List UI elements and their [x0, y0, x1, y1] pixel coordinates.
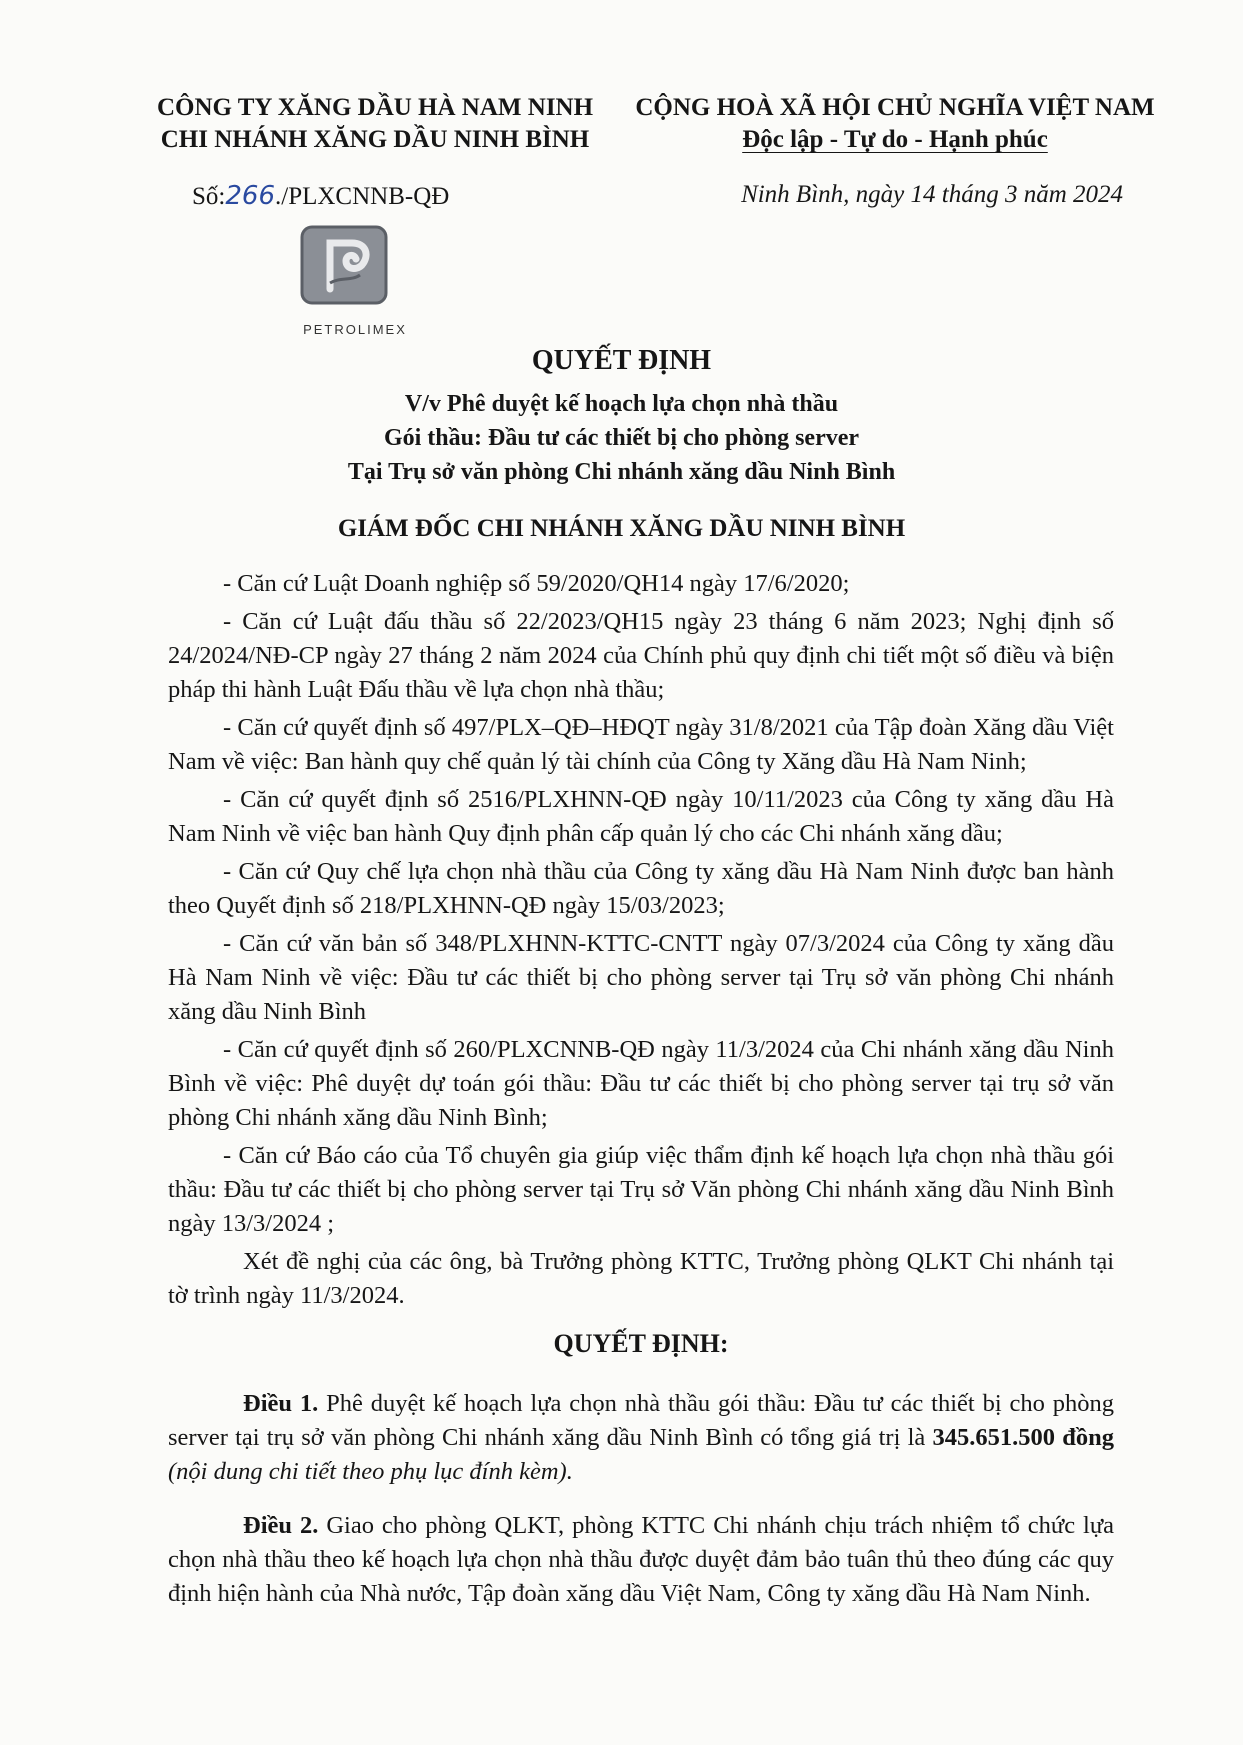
article-2-label: Điều 2. — [243, 1512, 319, 1539]
basis-8: - Căn cứ Báo cáo của Tổ chuyên gia giúp việc thẩm định kế hoạch lựa chọn nhà thầu gói thầu: Đầu tư các thiết bị cho phòng server tại Trụ sở Văn phòng Chi nhánh xăng dầu Ninh Bình ngày 13/3/2024 ; — [168, 1142, 1114, 1237]
document-body — [168, 567, 1114, 1631]
subject-line-2: Gói thầu: Đầu tư các thiết bị cho phòng server — [383, 425, 860, 451]
basis-7: - Căn cứ quyết định số 260/PLXCNNB-QĐ ngày 11/3/2024 của Chi nhánh xăng dầu Ninh Bình về việc: Phê duyệt dự toán gói thầu: Đầu tư các thiết bị cho phòng server tại trụ sở văn phòng Chi nhánh xăng dầu Ninh Bình; — [168, 1036, 1114, 1131]
logo-brand-text: PETROLIMEX — [303, 322, 407, 337]
national-motto: Độc lập - Tự do - Hạnh phúc — [742, 126, 1048, 153]
subject-line-1: V/v Phê duyệt kế hoạch lựa chọn nhà thầu — [404, 391, 839, 417]
article-2 — [168, 1509, 1114, 1611]
petrolimex-logo-icon — [300, 225, 388, 305]
article-1-label: Điều 1. — [243, 1390, 319, 1417]
article-1 — [168, 1387, 1114, 1489]
basis-1: - Căn cứ Luật Doanh nghiệp số 59/2020/QH14 ngày 17/6/2020; — [223, 570, 850, 597]
article-1-note: (nội dung chi tiết theo phụ lục đính kèm). — [168, 1458, 573, 1485]
document-number — [192, 181, 449, 211]
national-title: CỘNG HOÀ XÃ HỘI CHỦ NGHĨA VIỆT NAM — [635, 94, 1155, 121]
place-date: Ninh Bình, ngày 14 tháng 3 năm 2024 — [741, 181, 1123, 208]
issuing-authority: GIÁM ĐỐC CHI NHÁNH XĂNG DẦU NINH BÌNH — [337, 515, 906, 542]
basis-6: - Căn cứ văn bản số 348/PLXHNN-KTTC-CNTT ngày 07/3/2024 của Công ty xăng dầu Hà Nam Ninh về việc: Đầu tư các thiết bị cho phòng server tại Trụ sở văn phòng Chi nhánh xăng dầu Ninh Bình — [168, 930, 1114, 1025]
issuer-header — [145, 92, 605, 156]
doc-number-suffix: ./PLXCNNB-QĐ — [275, 183, 450, 210]
company-name: CÔNG TY XĂNG DẦU HÀ NAM NINH — [156, 94, 594, 121]
proposal-clause: Xét đề nghị của các ông, bà Trưởng phòng KTTC, Trưởng phòng QLKT Chi nhánh tại tờ trình ngày 11/3/2024. — [168, 1248, 1114, 1309]
decision-heading: QUYẾT ĐỊNH: — [553, 1329, 729, 1358]
doc-number-handwritten: 266 — [225, 181, 275, 211]
basis-3: - Căn cứ quyết định số 497/PLX–QĐ–HĐQT ngày 31/8/2021 của Tập đoàn Xăng dầu Việt Nam về việc: Ban hành quy chế quản lý tài chính của Công ty Xăng dầu Hà Nam Ninh; — [168, 714, 1114, 775]
document-subject — [0, 387, 1243, 489]
article-1-text: Phê duyệt kế hoạch lựa chọn nhà thầu gói thầu: Đầu tư các thiết bị cho phòng server tại trụ sở văn phòng Chi nhánh xăng dầu Ninh Bình có tổng giá trị là — [168, 1390, 1114, 1451]
basis-4: - Căn cứ quyết định số 2516/PLXHNN-QĐ ngày 10/11/2023 của Công ty xăng dầu Hà Nam Ninh về việc ban hành Quy định phân cấp quản lý cho các Chi nhánh xăng dầu; — [168, 786, 1114, 847]
national-header — [620, 92, 1170, 156]
doc-number-prefix: Số: — [192, 183, 226, 210]
document-title: QUYẾT ĐỊNH — [531, 345, 712, 376]
article-2-text: Giao cho phòng QLKT, phòng KTTC Chi nhánh chịu trách nhiệm tổ chức lựa chọn nhà thầu theo kế hoạch lựa chọn nhà thầu được duyệt đảm bảo tuân thủ theo đúng các quy định hiện hành của Nhà nước, Tập đoàn xăng dầu Việt Nam, Công ty xăng dầu Hà Nam Ninh. — [168, 1512, 1115, 1607]
petrolimex-logo — [300, 225, 410, 337]
article-1-amount: 345.651.500 đồng — [932, 1424, 1114, 1451]
basis-2: - Căn cứ Luật đấu thầu số 22/2023/QH15 ngày 23 tháng 6 năm 2023; Nghị định số 24/2024/NĐ-CP ngày 27 tháng 2 năm 2024 của Chính phủ quy định chi tiết một số điều và biện pháp thi hành Luật Đấu thầu về lựa chọn nhà thầu; — [168, 608, 1114, 703]
basis-5: - Căn cứ Quy chế lựa chọn nhà thầu của Công ty xăng dầu Hà Nam Ninh được ban hành theo Quyết định số 218/PLXHNN-QĐ ngày 15/03/2023; — [168, 858, 1114, 919]
branch-name: CHI NHÁNH XĂNG DẦU NINH BÌNH — [160, 126, 590, 153]
subject-line-3: Tại Trụ sở văn phòng Chi nhánh xăng dầu Ninh Bình — [347, 459, 896, 485]
